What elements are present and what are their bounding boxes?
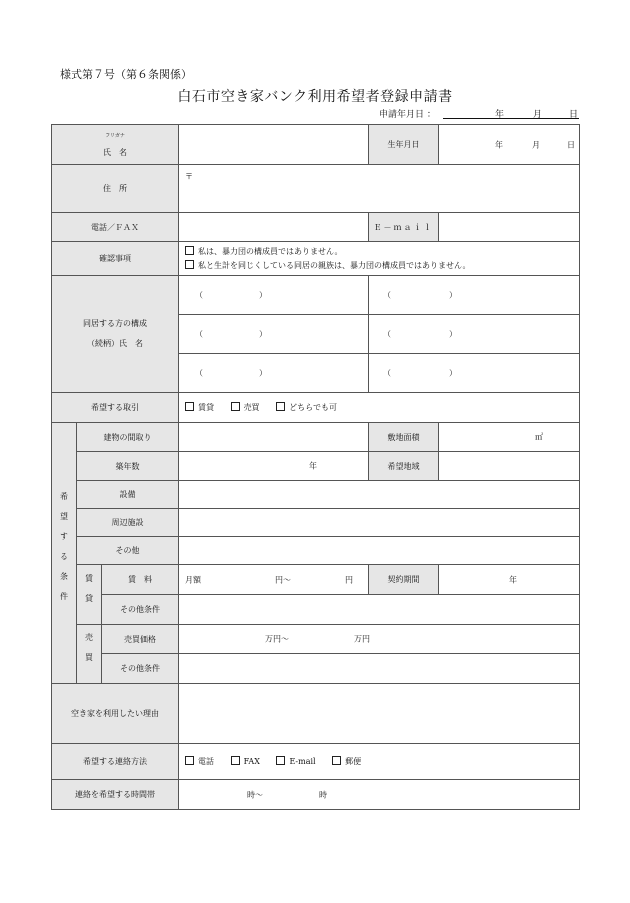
other-field[interactable]: [179, 537, 580, 565]
conditions-label-cell: [52, 423, 77, 684]
cm-mail-text: 郵便: [345, 757, 362, 766]
household-line-2: （続柄）氏 名: [87, 339, 143, 348]
man-yen-label: 万円: [354, 634, 371, 644]
time-from-label: 時～: [247, 790, 264, 799]
transaction-options: [179, 393, 580, 423]
sale-price-label: 売買価格: [102, 625, 179, 654]
reason-field[interactable]: [179, 684, 580, 744]
email-field[interactable]: [439, 213, 580, 242]
facilities-field[interactable]: [179, 481, 580, 509]
contact-method-label: 希望する連絡方法: [52, 744, 179, 780]
application-form-table: [51, 124, 580, 810]
paren-close: ）: [449, 290, 458, 300]
reason-label: 空き家を利用したい理由: [52, 684, 179, 744]
household-line-1: 同居する方の構成: [83, 319, 147, 328]
month-label: 月: [533, 110, 543, 120]
tx-rent-option[interactable]: [185, 403, 214, 412]
contact-time-label: 連絡を希望する時間帯: [52, 780, 179, 810]
household-field-5[interactable]: [179, 354, 369, 393]
phone-fax-field[interactable]: [179, 213, 369, 242]
birth-year-label: 年: [495, 140, 504, 149]
checkbox[interactable]: [332, 756, 341, 765]
building-age-label: 築年数: [77, 452, 179, 481]
year-label: 年: [495, 110, 505, 120]
confirmation-label: 確認事項: [52, 242, 179, 276]
sale-other-label: その他条件: [102, 654, 179, 684]
conditions-label: 希望する条件: [59, 492, 69, 612]
paren-close: ）: [259, 368, 268, 378]
transaction-label: 希望する取引: [52, 393, 179, 423]
confirm-2-text: 私と生計を同じくしている同居の親族は、暴力団の構成員ではありません。: [198, 260, 471, 270]
postal-mark: 〒: [185, 172, 194, 181]
floor-plan-field[interactable]: [179, 423, 369, 452]
paren-close: ）: [259, 290, 268, 300]
building-age-field[interactable]: [179, 452, 369, 481]
checkbox[interactable]: [185, 402, 194, 411]
checkbox[interactable]: [185, 246, 194, 255]
tx-sale-option[interactable]: [231, 403, 260, 412]
birthdate-label: 生年月日: [369, 125, 439, 165]
paren-close: ）: [449, 368, 458, 378]
day-label: 日: [569, 110, 579, 120]
confirm-1-text: 私は、暴力団の構成員ではありません。: [198, 246, 343, 256]
rent-label-cell: [77, 565, 102, 625]
checkbox[interactable]: [276, 756, 285, 765]
cm-fax-option[interactable]: [231, 757, 260, 766]
sale-label: 売買: [84, 633, 94, 673]
sale-label-cell: [77, 625, 102, 684]
phone-fax-label: 電話／ＦＡＸ: [52, 213, 179, 242]
confirmation-cell: [179, 242, 580, 276]
address-label: 住 所: [52, 165, 179, 213]
sqm-unit: ㎡: [535, 432, 544, 442]
paren-open: （: [383, 290, 392, 300]
rent-fee-field[interactable]: [179, 565, 369, 595]
birth-day-label: 日: [567, 140, 576, 149]
checkbox[interactable]: [231, 756, 240, 765]
cm-phone-option[interactable]: [185, 757, 214, 766]
household-field-2[interactable]: [369, 276, 580, 315]
cm-email-text: E-mail: [289, 757, 316, 766]
paren-open: （: [383, 329, 392, 339]
birth-month-label: 月: [532, 140, 541, 149]
furigana-label: フリガナ: [105, 132, 125, 139]
checkbox[interactable]: [231, 402, 240, 411]
name-field[interactable]: [179, 125, 369, 165]
floor-plan-label: 建物の間取り: [77, 423, 179, 452]
household-field-1[interactable]: [179, 276, 369, 315]
desired-area-label: 希望地域: [369, 452, 439, 481]
surroundings-field[interactable]: [179, 509, 580, 537]
man-yen-from-label: 万円～: [265, 634, 290, 644]
form-number: 様式第７号（第６条関係）: [60, 68, 192, 81]
sale-other-field[interactable]: [179, 654, 580, 684]
sale-price-field[interactable]: [179, 625, 580, 654]
application-date-label: 申請年月日 ：: [379, 110, 436, 120]
surroundings-label: 周辺施設: [77, 509, 179, 537]
checkbox[interactable]: [276, 402, 285, 411]
tx-sale-text: 売買: [243, 403, 260, 412]
cm-email-option[interactable]: [276, 757, 315, 766]
paren-open: （: [195, 290, 204, 300]
tx-rent-text: 賃貸: [198, 403, 215, 412]
name-label: 氏 名: [103, 147, 127, 157]
tx-either-text: どちらでも可: [289, 403, 338, 412]
tx-either-option[interactable]: [276, 403, 337, 412]
paren-open: （: [195, 329, 204, 339]
paren-open: （: [383, 368, 392, 378]
name-label-cell: [52, 125, 179, 165]
cm-phone-text: 電話: [198, 757, 215, 766]
monthly-label: 月額: [185, 575, 202, 584]
confirm-item-2[interactable]: [185, 259, 579, 273]
yen-label: 円: [345, 575, 354, 584]
paren-close: ）: [449, 329, 458, 339]
birthdate-field[interactable]: [439, 125, 580, 165]
rent-other-field[interactable]: [179, 595, 580, 625]
contract-year-unit: 年: [509, 575, 518, 584]
household-label: [52, 276, 179, 393]
facilities-label: 設備: [77, 481, 179, 509]
time-to-label: 時: [319, 790, 328, 799]
other-label: その他: [77, 537, 179, 565]
household-field-4[interactable]: [369, 315, 580, 354]
desired-area-field[interactable]: [439, 452, 580, 481]
land-area-field[interactable]: [439, 423, 580, 452]
application-date-field[interactable]: [443, 107, 579, 119]
rent-label: 賃貸: [84, 573, 94, 614]
paren-open: （: [195, 368, 204, 378]
yen-from-label: 円～: [275, 575, 292, 584]
cm-mail-option[interactable]: [332, 757, 361, 766]
confirm-item-1[interactable]: [185, 245, 579, 259]
paren-close: ）: [259, 329, 268, 339]
contract-period-label: 契約期間: [369, 565, 439, 595]
rent-fee-label: 賃 料: [102, 565, 179, 595]
age-year-unit: 年: [309, 461, 318, 471]
checkbox[interactable]: [185, 260, 194, 269]
page-title: 白石市空き家バンク利用希望者登録申請書: [177, 89, 453, 105]
rent-other-label: その他条件: [102, 595, 179, 625]
contact-time-field[interactable]: [179, 780, 580, 810]
household-field-3[interactable]: [179, 315, 369, 354]
household-field-6[interactable]: [369, 354, 580, 393]
contract-period-field[interactable]: [439, 565, 580, 595]
email-label: Ｅ－ｍａｉｌ: [369, 213, 439, 242]
contact-method-options: [179, 744, 580, 780]
checkbox[interactable]: [185, 756, 194, 765]
land-area-label: 敷地面積: [369, 423, 439, 452]
cm-fax-text: FAX: [243, 757, 260, 766]
address-field[interactable]: [179, 165, 580, 213]
